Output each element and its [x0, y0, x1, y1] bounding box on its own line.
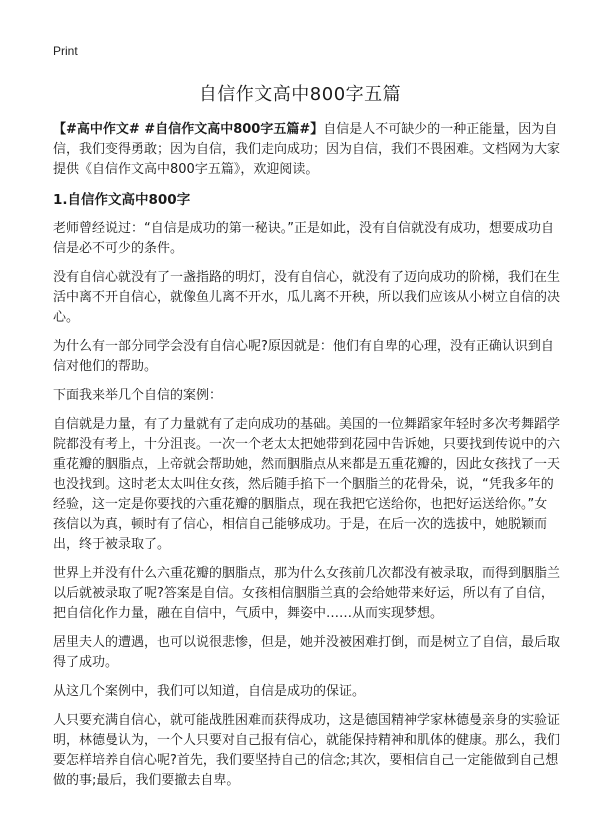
paragraph-1: 老师曾经说过：“自信是成功的第一秘诀。”正是如此，没有自信就没有成功，想要成功自信是必不可少的条件。: [53, 221, 554, 256]
paragraph-4: 下面我来举几个自信的案例：: [53, 388, 223, 403]
intro-text: 自信是人不可缺少的一种正能量，因为自信，我们变得勇敢；因为自信，我们走向成功；因为自信，我们不畏困难。文档网为大家提供《自信作文高中800字五篇》，欢迎阅读。: [53, 122, 561, 177]
print-link[interactable]: Print: [53, 44, 78, 58]
paragraph-5: 自信就是力量，有了力量就有了走向成功的基础。美国的一位舞蹈家年轻时多次考舞蹈学院都没有考上，十分沮丧。一次一个老太太把她带到花园中告诉她，只要找到传说中的六重花瓣的胭脂点，上帝就会帮助她，然而胭脂点从来都是五重花瓣的，因此女孩找了一天也没找到。这时老太太叫住女孩，然后随手掐下一个胭脂兰的花骨朵，说，“凭我多年的经验，这一定是你要找的六重花瓣的胭脂点，现在我把它送给你，也把好运送给你。”女孩信以为真，顿时有了信心，相信自己能够成功。于是，在后一次的选拔中，她脱颖而出，终于被录取了。: [53, 417, 561, 552]
article-body: [53, 120, 560, 791]
paragraph-7: 居里夫人的遭遇，也可以说很悲惨，但是，她并没被困难打倒，而是树立了自信，最后取得了成功。: [53, 635, 561, 670]
intro-paragraph: [53, 120, 560, 180]
paragraph-2: 没有自信心就没有了一盏指路的明灯，没有自信心，就没有了迈向成功的阶梯，我们在生活中离不开自信心，就像鱼儿离不开水，瓜儿离不开秧，所以我们应该从小树立自信的决心。: [53, 270, 561, 325]
paragraph-9: 人只要充满自信心，就可能战胜困难而获得成功，这是德国精神学家林德曼亲身的实验证明，林德曼认为，一个人只要对自己报有信心，就能保持精神和肌体的健康。那么，我们要怎样培养自信心呢?首先，我们要坚持自己的信念;其次，要相信自己一定能做到自己想做的事;最后，我们要撤去自卑。: [53, 713, 561, 788]
paragraph-3: 为什么有一部分同学会没有自信心呢?原因就是：他们有自卑的心理，没有正确认识到自信对他们的帮助。: [53, 339, 554, 374]
section-heading: 1.自信作文高中800字: [53, 192, 191, 208]
paragraph-8: 从这几个案例中，我们可以知道，自信是成功的保证。: [53, 684, 366, 699]
paragraph-6: 世界上并没有什么六重花瓣的胭脂点，那为什么女孩前几次都没有被录取，而得到胭脂兰以后就被录取了呢?答案是自信。女孩相信胭脂兰真的会给她带来好运，所以有了自信，把自信化作力量，融在自信中，气质中，舞姿中……从而实现梦想。: [53, 566, 561, 621]
intro-tags: 【#高中作文# #自信作文高中800字五篇#】: [53, 122, 324, 137]
page-title: 自信作文高中800字五篇: [198, 84, 402, 105]
